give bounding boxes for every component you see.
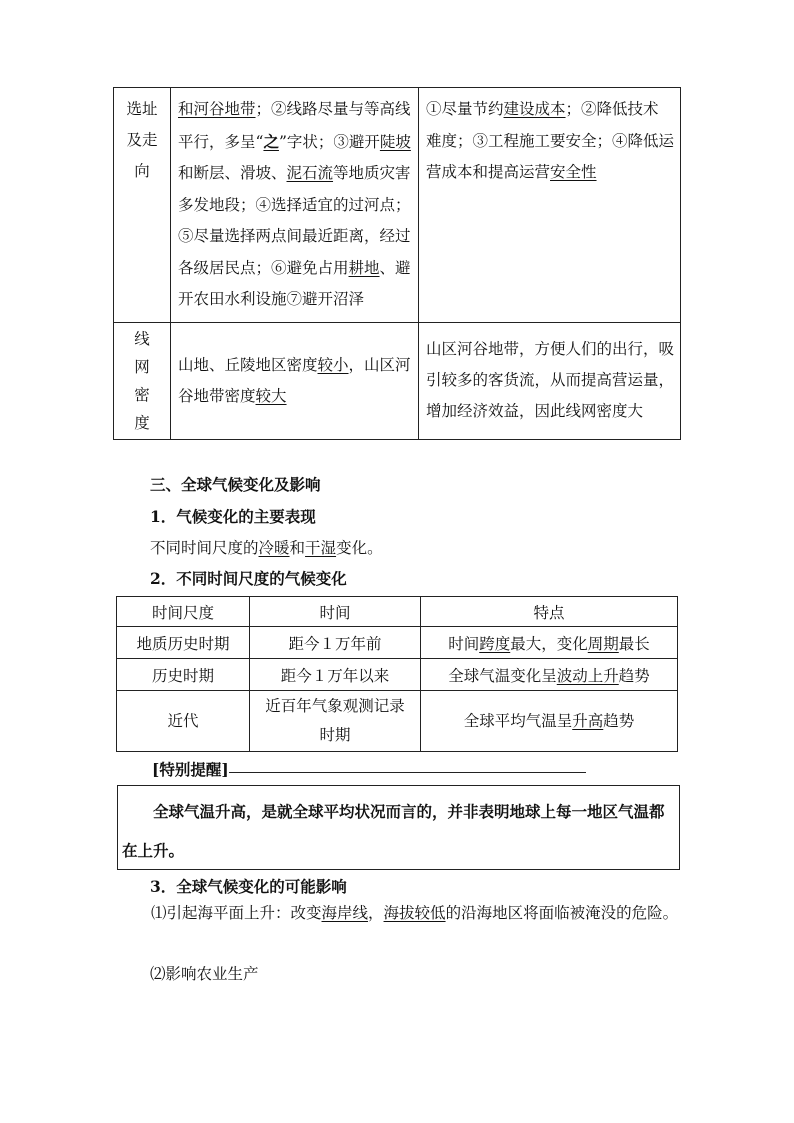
text-run: 时间 [448,634,480,653]
table-row [117,627,678,659]
text-run: 和 [289,539,306,557]
key-term: 较大 [255,386,287,405]
header-line: 及走 [126,131,158,149]
text-run: 不同时间尺度的 [150,539,259,557]
key-term: 陡坡 [379,132,411,151]
header-line: 向 [134,162,150,180]
text-run: 、避开农田水利设施⑦避开沼泽 [178,258,411,308]
time-range: 距今１万年前 [250,627,421,659]
tip-rule [229,772,586,773]
key-term: 海岸线 [321,904,369,922]
text-run: 最大，变化 [510,634,588,653]
time-scale: 地质历史时期 [117,627,250,659]
text-run: 全球气温变化呈 [448,666,557,685]
text-run: ⑴引起海平面上升：改变 [151,904,322,922]
key-term: 之 [263,131,279,151]
section-title: 三、全球气候变化及影响 [150,475,321,494]
climate-table [116,596,678,752]
text-run: 的沿海地区将面临被淹没的危险。 [445,904,679,922]
impact-paragraph-2: ⑵影响农业生产 [150,965,259,983]
key-term: 跨度 [479,634,511,653]
feature [421,627,678,659]
key-term: 和河谷地带 [178,100,256,118]
site-reasons [419,88,681,323]
tip-box [117,785,680,870]
header-line: 网 [134,357,150,376]
key-term: 周期 [587,634,619,653]
time-scale: 历史时期 [117,659,250,691]
text-run: 山区河谷地带，方便人们的出行，吸引较多的客货流，从而提高营运量，增加经济效益，因此线网密度大 [426,340,675,420]
header-site-direction [114,88,171,323]
text-run: ”字状；③避开 [278,132,380,151]
table-row [117,659,678,691]
key-term: 较小 [317,355,349,374]
tip-label: [特别提醒] [152,760,229,779]
text-run: 趋势 [618,666,650,685]
time-range: 近百年气象观测记录时期 [250,691,421,752]
text-run: ①尽量节约 [426,100,504,118]
site-principles [171,88,419,323]
climate-change-text [150,536,383,558]
key-term: 干湿 [305,539,337,557]
key-term: 冷暖 [258,539,290,557]
col-header: 时间 [250,597,421,627]
time-scale: 近代 [117,691,250,752]
text-run: 和断层、滑坡、 [178,164,287,182]
route-table [113,87,681,440]
col-header: 时间尺度 [117,597,250,627]
text-run: 山地、丘陵地区密度 [178,355,318,374]
subsection-title: 3．全球气候变化的可能影响 [150,877,347,896]
text-run: ，山区河谷地带密度 [178,355,411,405]
text-run: ；②线路尽量与等高线平行，多呈“ [178,100,411,151]
text-run: 最长 [618,634,650,653]
key-term: 安全性 [550,163,597,181]
col-header: 特点 [421,597,678,627]
key-term: 泥石流 [286,164,334,182]
key-term: 耕地 [348,258,380,277]
text-run: 全球平均气温呈 [463,711,573,730]
text-run: ， [368,904,384,922]
tip-text: 全球气温升高，是就全球平均状况而言的，并非表明地球上每一地区气温都在上升。 [122,802,665,860]
feature [421,691,678,752]
key-term: 波动上升 [556,666,619,685]
time-range: 距今１万年以来 [250,659,421,691]
key-term: 海拔较低 [383,904,446,922]
impact-paragraph-1 [120,898,680,929]
key-term: 建设成本 [503,100,566,118]
feature [421,659,678,691]
header-network-density [114,322,171,439]
header-line: 选址 [126,100,158,118]
density-reason [419,322,681,439]
header-line: 线 [134,329,150,348]
header-line: 密 [134,385,150,404]
subsection-title: 2．不同时间尺度的气候变化 [150,569,347,588]
text-run: ；②降低技术难度；③工程施工要安全；④降低运营成本和提高运营 [426,100,675,181]
density-description [171,322,419,439]
table-row [117,691,678,752]
text-run: 等地质灾害多发地段；④选择适宜的过河点；⑤尽量选择两点间最近距离，经过各级居民点；⑥避免占用 [178,164,411,277]
header-line: 度 [134,413,150,432]
text-run: 变化。 [336,539,383,557]
subsection-title: 1．气候变化的主要表现 [150,507,316,526]
key-term: 升高 [572,711,604,730]
text-run: 趋势 [603,711,635,730]
